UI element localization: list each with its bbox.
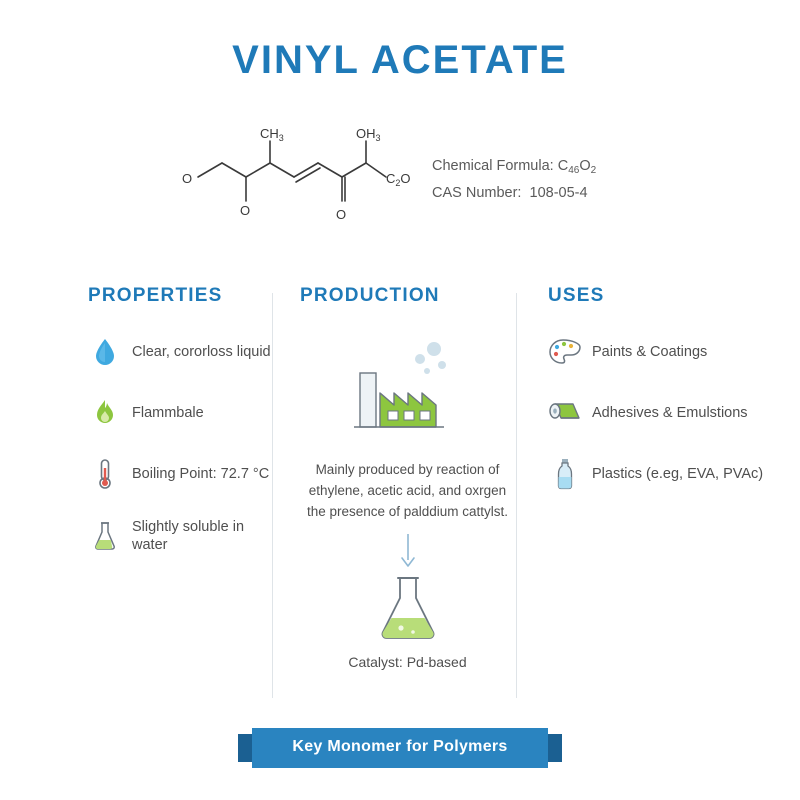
property-text: Boiling Point: 72.7 °C: [132, 466, 270, 482]
property-text: Clear, cororloss liquid: [132, 344, 271, 360]
list-item-property: [88, 457, 278, 491]
banner: [0, 718, 800, 782]
cas-number-row: [432, 182, 596, 204]
production-description: Mainly produced by reaction of ethylene, acetic acid, and oxrgen the presence of palddium cattylst.: [306, 462, 509, 519]
use-text: Paints & Coatings: [592, 344, 708, 360]
chemical-structure-diagram: [180, 125, 430, 235]
uses-heading: USES: [548, 285, 605, 306]
banner-text: Key Monomer for Polymers: [292, 738, 508, 755]
label-o-left: O: [182, 171, 193, 186]
label-o-mid: O: [240, 203, 251, 218]
label-ch3: $CH_3$: [260, 126, 284, 143]
water-drop-icon: [88, 335, 122, 369]
catalyst-flask-icon: [373, 574, 443, 646]
property-text: Flammbale: [132, 405, 204, 421]
structure-block: [0, 125, 800, 245]
list-item-use: [548, 457, 778, 491]
list-item-use: [548, 335, 778, 369]
columns-section: [0, 285, 800, 705]
chemical-formula-row: [432, 155, 596, 182]
chemical-formula-sub2: 2: [590, 165, 597, 176]
catalyst-label: Catalyst: Pd-based: [348, 654, 467, 670]
properties-heading: PROPERTIES: [88, 285, 223, 306]
flask-icon: [88, 519, 122, 553]
list-item-property: [88, 396, 278, 430]
arrow-down-icon: [398, 534, 418, 568]
column-production: [300, 285, 515, 670]
use-text: Plastics (e.eg, EVA, PVAc): [592, 466, 764, 482]
adhesive-roll-icon: [548, 396, 582, 430]
list-item-use: [548, 396, 778, 430]
chemical-formula-value: C: [557, 158, 569, 174]
factory-icon: [338, 335, 478, 445]
production-heading: PRODUCTION: [300, 285, 440, 306]
label-oh3: $OH_3$: [356, 126, 381, 143]
chemical-formula-sub1: 46: [568, 165, 580, 176]
list-item-property: [88, 518, 278, 554]
plastic-bottle-icon: [548, 457, 582, 491]
label-c2o: $C_2O$: [386, 171, 411, 188]
chemical-formula-value2: O: [579, 158, 591, 174]
chemical-formula-label: Chemical Formula:: [432, 158, 554, 174]
page-title: VINYL ACETATE: [232, 38, 568, 82]
paint-palette-icon: [548, 335, 582, 369]
cas-label: CAS Number:: [432, 185, 522, 201]
column-divider-right: [516, 293, 517, 698]
thermometer-icon: [88, 457, 122, 491]
use-text: Adhesives & Emulstions: [592, 405, 748, 421]
column-uses: [548, 285, 778, 518]
cas-value: 108-05-4: [529, 185, 588, 201]
column-properties: [88, 285, 278, 581]
list-item-property: [88, 335, 278, 369]
formula-info: [432, 155, 596, 204]
flame-icon: [88, 396, 122, 430]
property-text: Slightly soluble in water: [132, 519, 245, 553]
label-o-bottom: O: [336, 207, 347, 222]
